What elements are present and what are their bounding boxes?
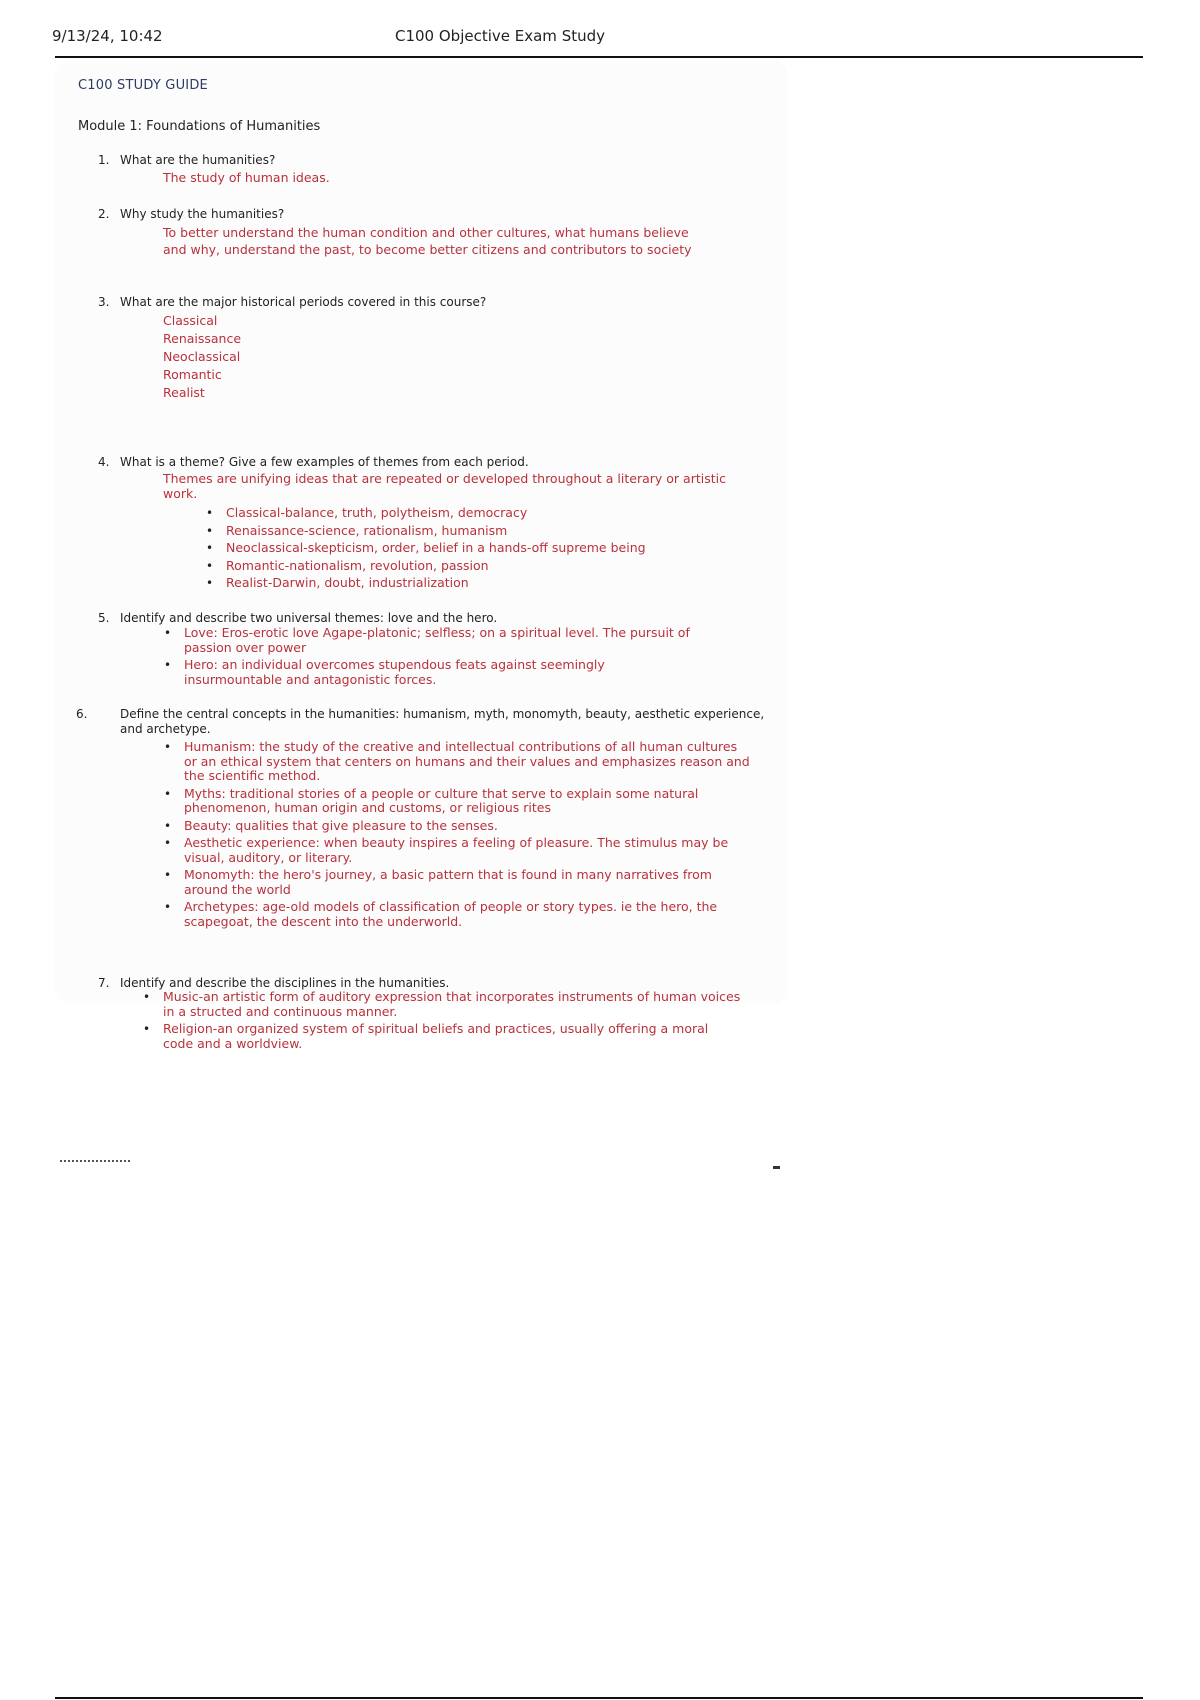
guide-title: C100 STUDY GUIDE <box>78 78 208 93</box>
question-2 <box>98 206 284 222</box>
list-item: • Religion-an organized system of spiritual beliefs and practices, usually offering a moral code and a worldview. <box>141 1022 741 1051</box>
list-item: • Romantic-nationalism, revolution, passion <box>204 559 764 574</box>
footer-rule <box>55 1697 1143 1699</box>
print-header <box>0 0 1200 60</box>
question-6 <box>76 707 780 737</box>
question-text: What are the major historical periods covered in this course? <box>120 295 487 309</box>
period-list <box>163 312 243 402</box>
question-text: Why study the humanities? <box>120 207 285 221</box>
list-item: • Renaissance-science, rationalism, humanism <box>204 524 764 539</box>
list-item: • Beauty: qualities that give pleasure to the senses. <box>162 819 752 834</box>
universal-themes-list <box>162 626 702 690</box>
list-item: • Love: Eros-erotic love Agape-platonic; selfless; on a spiritual level. The pursuit of passion over power <box>162 626 702 655</box>
period-item: Classical <box>163 313 218 328</box>
answer-2: To better understand the human condition and other cultures, what humans believe and why, understand the past, to become better citizens and contributors to society <box>163 225 692 257</box>
period-item: Romantic <box>163 367 222 382</box>
central-concepts-list <box>162 740 752 932</box>
question-number: 5. <box>98 611 110 625</box>
disciplines-list <box>141 990 741 1054</box>
question-number: 3. <box>98 295 110 309</box>
scan-artifact <box>60 1160 130 1166</box>
print-date: 9/13/24, 10:42 <box>52 27 163 45</box>
header-rule <box>55 56 1143 58</box>
print-title: C100 Objective Exam Study <box>395 27 605 45</box>
module-title: Module 1: Foundations of Humanities <box>78 119 321 134</box>
answer-4: Themes are unifying ideas that are repeated or developed throughout a literary or artistic work. <box>163 471 726 501</box>
question-number: 1. <box>98 153 110 167</box>
list-item: • Neoclassical-skepticism, order, belief in a hands-off supreme being <box>204 541 764 556</box>
question-text: What is a theme? Give a few examples of themes from each period. <box>120 455 529 469</box>
question-number: 2. <box>98 207 110 221</box>
question-number: 6. <box>76 707 88 721</box>
list-item: • Realist-Darwin, doubt, industrialization <box>204 576 764 591</box>
list-item: • Humanism: the study of the creative and intellectual contributions of all human cultures or an ethical system that centers on humans and their values and emphasizes reason and the scientific method. <box>162 740 752 784</box>
question-number: 4. <box>98 455 110 469</box>
list-item: • Music-an artistic form of auditory expression that incorporates instruments of human voices in a structed and continuous manner. <box>141 990 741 1019</box>
question-number: 7. <box>98 976 110 990</box>
list-item: • Classical-balance, truth, polytheism, democracy <box>204 506 764 521</box>
question-text: Identify and describe two universal themes: love and the hero. <box>120 611 498 625</box>
question-text: What are the humanities? <box>120 153 276 167</box>
list-item: • Monomyth: the hero's journey, a basic pattern that is found in many narratives from around the world <box>162 868 752 897</box>
answer-1: The study of human ideas. <box>163 170 330 185</box>
question-3 <box>98 294 486 310</box>
question-1 <box>98 152 275 168</box>
list-item: • Aesthetic experience: when beauty inspires a feeling of pleasure. The stimulus may be visual, auditory, or literary. <box>162 836 752 865</box>
question-5 <box>98 610 497 626</box>
period-item: Realist <box>163 385 205 400</box>
question-text: Define the central concepts in the humanities: humanism, myth, monomyth, beauty, aesthetic experience, and archetype. <box>120 707 765 736</box>
period-item: Renaissance <box>163 331 242 346</box>
question-text: Identify and describe the disciplines in the humanities. <box>120 976 450 990</box>
list-item: • Myths: traditional stories of a people or culture that serve to explain some natural phenomenon, human origin and customs, or religious rites <box>162 787 752 816</box>
scan-artifact <box>773 1166 780 1169</box>
list-item: • Archetypes: age-old models of classification of people or story types. ie the hero, the scapegoat, the descent into the underworld. <box>162 900 752 929</box>
list-item: • Hero: an individual overcomes stupendous feats against seemingly insurmountable and antagonistic forces. <box>162 658 702 687</box>
theme-list <box>204 506 764 594</box>
question-4 <box>98 454 529 470</box>
period-item: Neoclassical <box>163 349 241 364</box>
